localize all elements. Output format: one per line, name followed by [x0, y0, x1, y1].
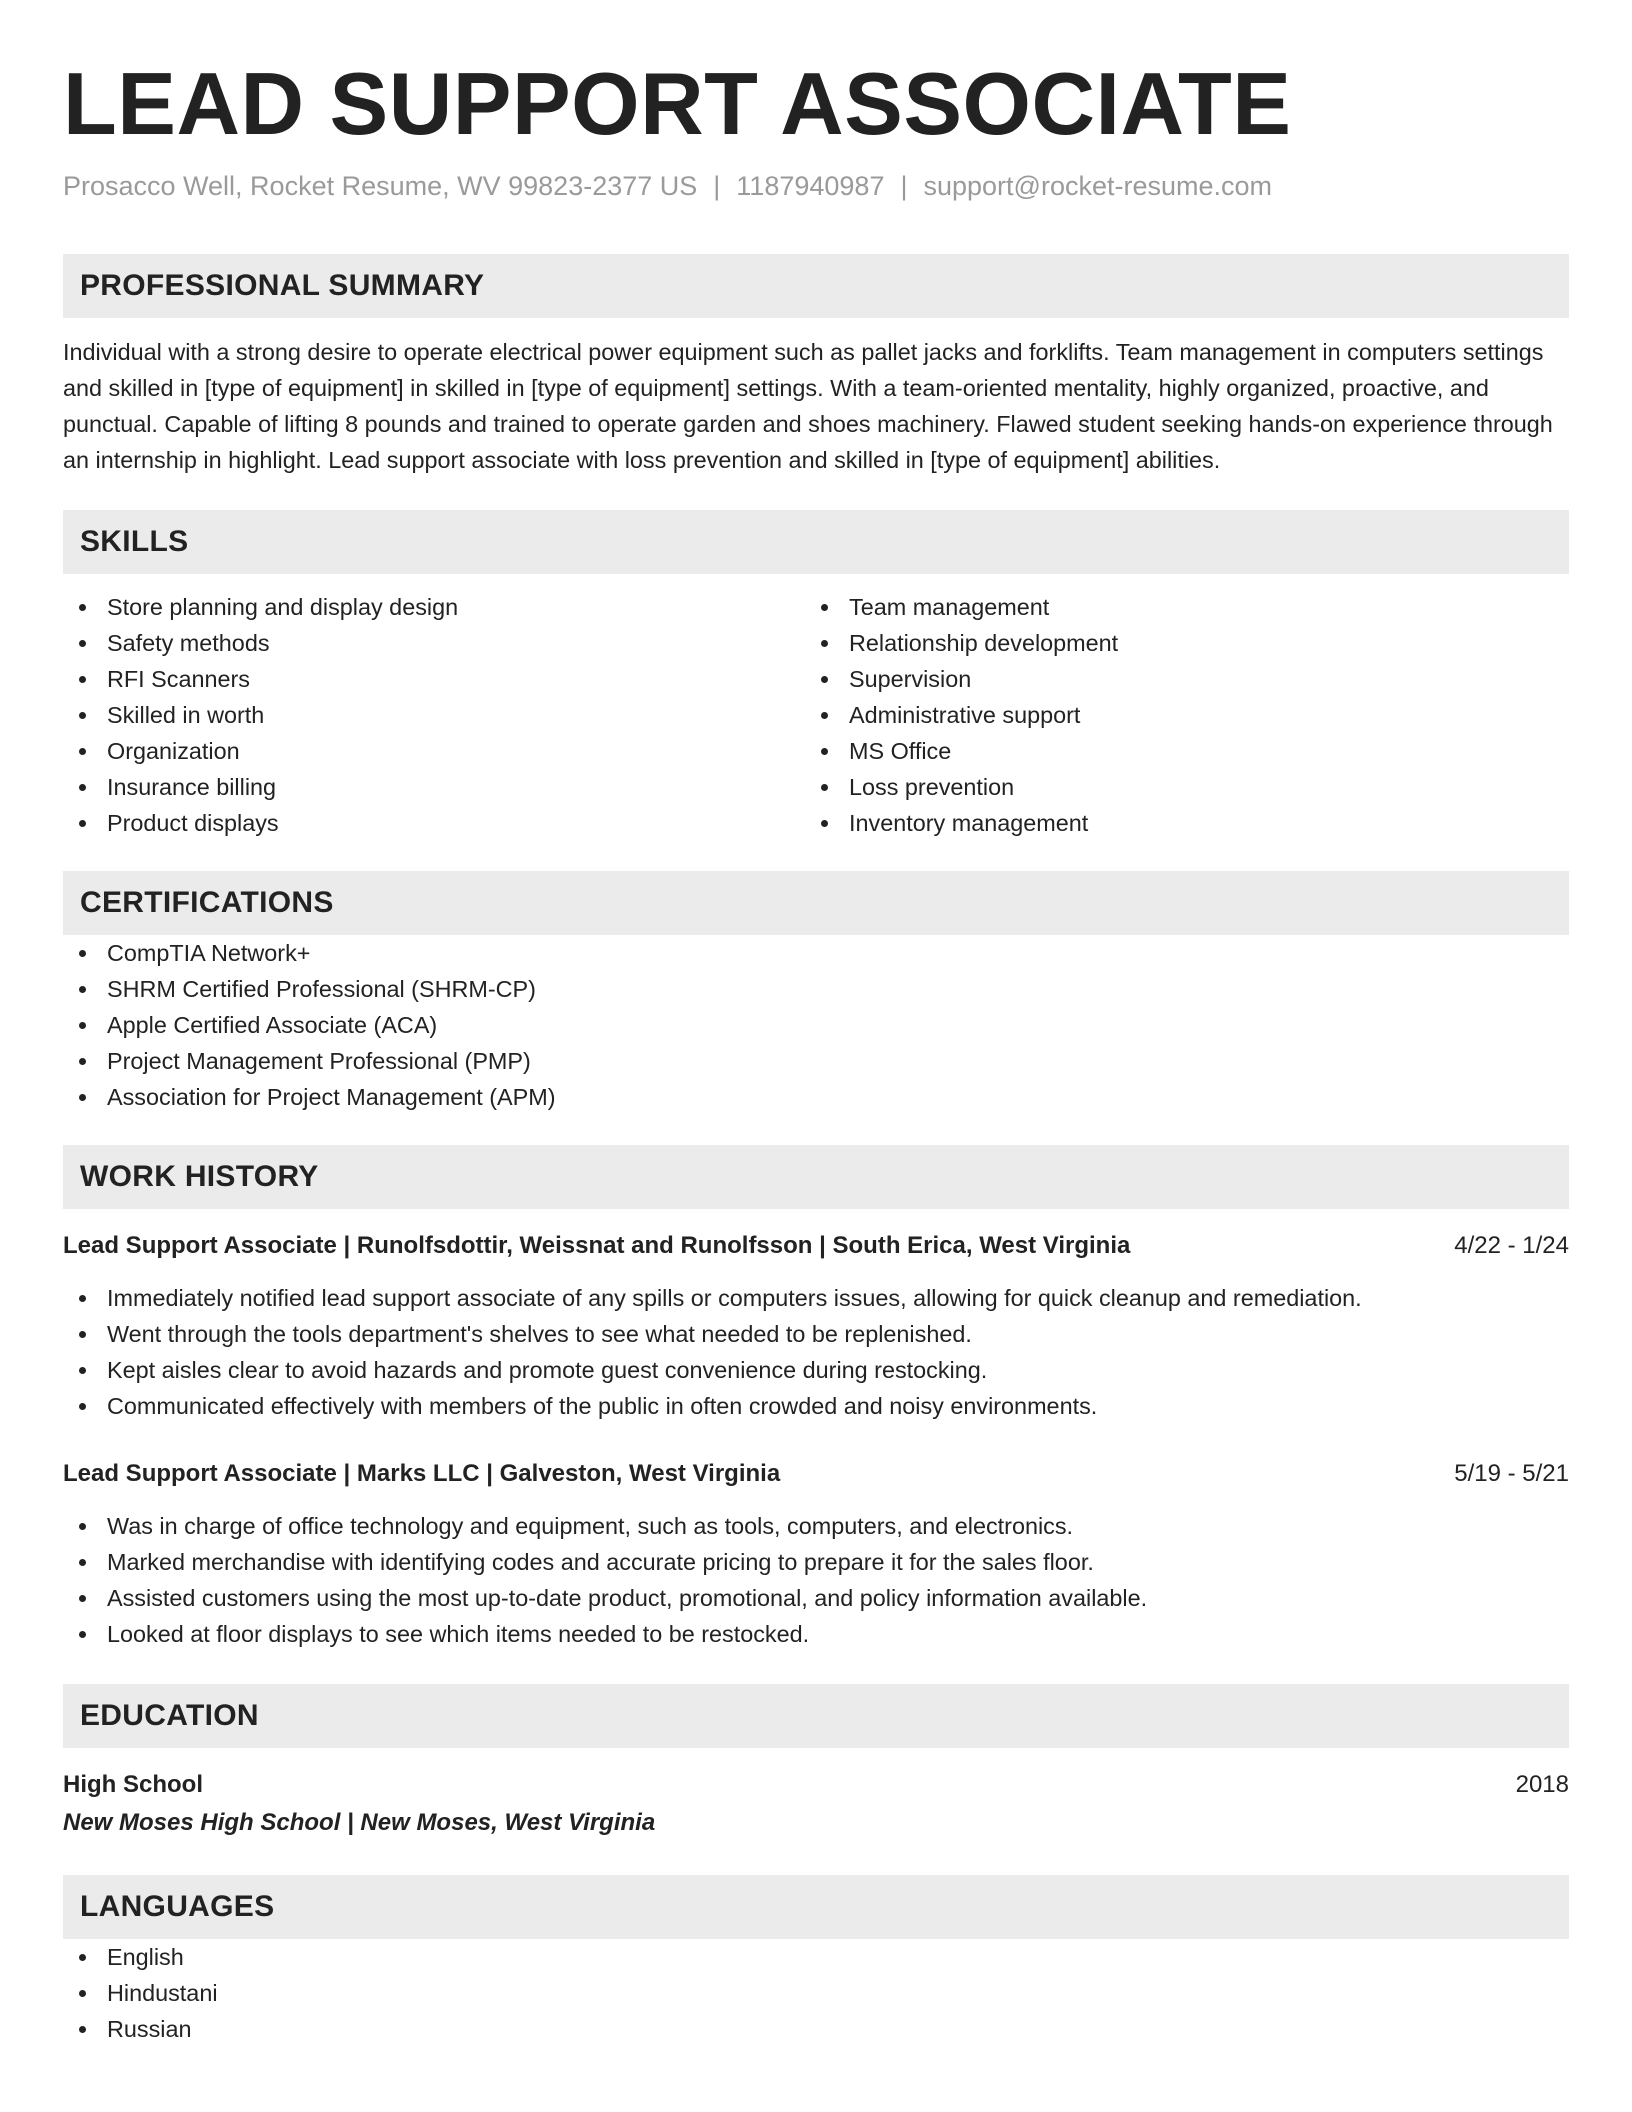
job-dates: 4/22 - 1/24: [1454, 1232, 1569, 1259]
job-bullet: Was in charge of office technology and equipment, such as tools, computers, and electronics.: [63, 1508, 1569, 1544]
job-bullet: Marked merchandise with identifying codes and accurate pricing to prepare it for the sales floor.: [63, 1544, 1569, 1580]
language-item: English: [63, 1939, 1569, 1975]
job-bullets: [63, 1280, 1569, 1424]
certification-item: Association for Project Management (APM): [63, 1079, 1569, 1115]
certification-item: Apple Certified Associate (ACA): [63, 1007, 1569, 1043]
job-bullets: [63, 1508, 1569, 1652]
job-bullet: Kept aisles clear to avoid hazards and promote guest convenience during restocking.: [63, 1352, 1569, 1388]
language-item: Hindustani: [63, 1975, 1569, 2011]
certifications-list: [63, 935, 1569, 1115]
education-degree: High School: [63, 1771, 203, 1798]
skills-list-left: [63, 589, 805, 841]
skill-item: Relationship development: [805, 625, 1547, 661]
skill-item: Team management: [805, 589, 1547, 625]
contact-phone: 1187940987: [736, 171, 885, 201]
contact-separator: |: [900, 171, 908, 201]
job-bullet: Immediately notified lead support associate of any spills or computers issues, allowing for quick cleanup and remediation.: [63, 1280, 1569, 1316]
skills-grid: [63, 589, 1569, 841]
skill-item: Product displays: [63, 805, 805, 841]
skill-item: Supervision: [805, 661, 1547, 697]
education-school: New Moses High School | New Moses, West Virginia: [63, 1809, 656, 1836]
job-dates: 5/19 - 5/21: [1454, 1460, 1569, 1487]
education-entry: [63, 1767, 1569, 1841]
section-header-summary: PROFESSIONAL SUMMARY: [63, 254, 1569, 318]
skills-list-right: [805, 589, 1547, 841]
skill-item: Store planning and display design: [63, 589, 805, 625]
skill-item: RFI Scanners: [63, 661, 805, 697]
section-header-certifications: CERTIFICATIONS: [63, 871, 1569, 935]
skill-item: Organization: [63, 733, 805, 769]
job-header: [63, 1456, 1569, 1492]
skill-item: Insurance billing: [63, 769, 805, 805]
skill-item: Inventory management: [805, 805, 1547, 841]
job-entry: [63, 1456, 1569, 1652]
language-item: Russian: [63, 2011, 1569, 2047]
job-header: [63, 1228, 1569, 1264]
contact-line: [63, 168, 1569, 204]
resume-name: LEAD SUPPORT ASSOCIATE: [63, 54, 1292, 153]
job-entry: [63, 1228, 1569, 1424]
contact-separator: |: [713, 171, 721, 201]
skill-item: Safety methods: [63, 625, 805, 661]
skill-item: Skilled in worth: [63, 697, 805, 733]
section-header-languages: LANGUAGES: [63, 1875, 1569, 1939]
certification-item: CompTIA Network+: [63, 935, 1569, 971]
job-bullet: Assisted customers using the most up-to-date product, promotional, and policy information available.: [63, 1580, 1569, 1616]
contact-address: Prosacco Well, Rocket Resume, WV 99823-2377 US: [63, 171, 698, 201]
job-bullet: Looked at floor displays to see which items needed to be restocked.: [63, 1616, 1569, 1652]
job-heading: Lead Support Associate | Runolfsdottir, Weissnat and Runolfsson | South Erica, West Virginia: [63, 1232, 1131, 1259]
education-year: 2018: [1515, 1771, 1569, 1798]
summary-text: Individual with a strong desire to operate electrical power equipment such as pallet jacks and forklifts. Team management in computers settings and skilled in [type of equipment] in skilled in [type of equipment] settings. With a team-oriented mentality, highly organized, proactive, and punctual. Capable of lifting 8 pounds and trained to operate garden and shoes machinery. Flawed student seeking hands-on experience through an internship in highlight. Lead support associate with loss prevention and skilled in [type of equipment] abilities.: [63, 339, 1553, 473]
job-bullet: Went through the tools department's shelves to see what needed to be replenished.: [63, 1316, 1569, 1352]
section-header-education: EDUCATION: [63, 1684, 1569, 1748]
skill-item: MS Office: [805, 733, 1547, 769]
job-heading: Lead Support Associate | Marks LLC | Galveston, West Virginia: [63, 1460, 781, 1487]
certification-item: SHRM Certified Professional (SHRM-CP): [63, 971, 1569, 1007]
education-row: [63, 1767, 1569, 1803]
languages-list: [63, 1939, 1569, 2047]
section-header-skills: SKILLS: [63, 510, 1569, 574]
skill-item: Administrative support: [805, 697, 1547, 733]
job-bullet: Communicated effectively with members of the public in often crowded and noisy environments.: [63, 1388, 1569, 1424]
certification-item: Project Management Professional (PMP): [63, 1043, 1569, 1079]
skill-item: Loss prevention: [805, 769, 1547, 805]
section-header-work-history: WORK HISTORY: [63, 1145, 1569, 1209]
contact-email[interactable]: support@rocket-resume.com: [923, 171, 1273, 201]
